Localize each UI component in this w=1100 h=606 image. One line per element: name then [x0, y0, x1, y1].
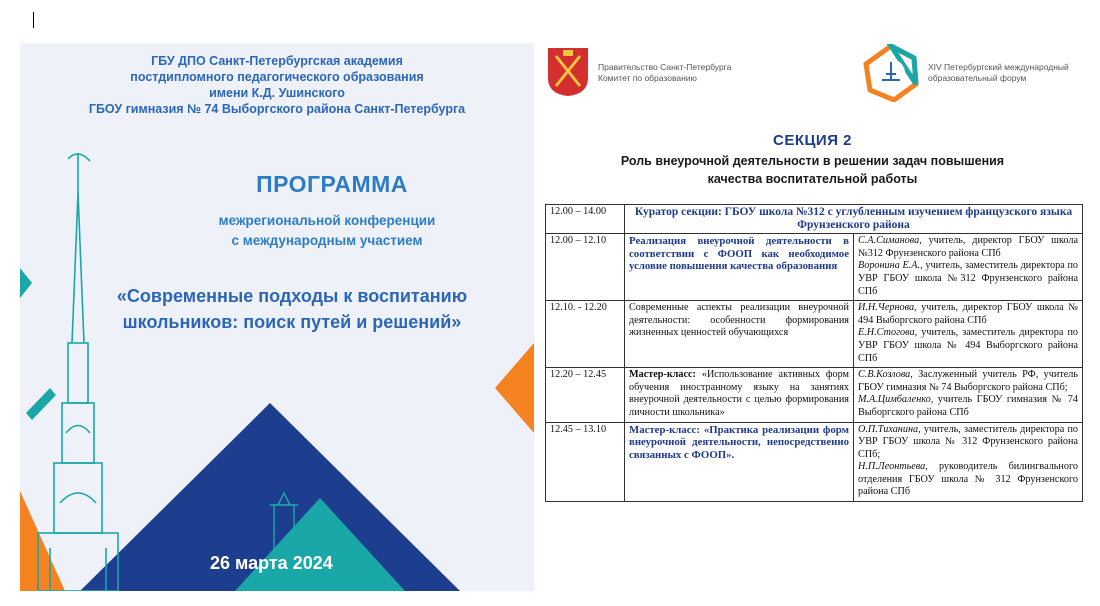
time-cell: 12.10. - 12.20	[546, 301, 625, 368]
topic-cell: Реализация внеурочной деятельности в соответствии с ФООП как необходимое условие повышения качества образования	[625, 234, 854, 301]
government-label	[598, 62, 731, 84]
speakers-cell	[854, 422, 1083, 502]
forum-logo-icon	[862, 44, 920, 102]
spire-drawing	[38, 153, 118, 591]
schedule-table	[545, 204, 1083, 502]
section-name-line: Роль внеурочной деятельности в решении задач повышения	[620, 154, 1005, 168]
speaker	[858, 394, 1078, 419]
topic-cell	[625, 422, 854, 502]
speaker-name: О.П.Тиханина,	[858, 423, 921, 435]
teal-marker	[20, 268, 32, 298]
speaker-role: учитель, заместитель директора по УВР ГБОУ школа №312 Фрунзенского района СПб	[858, 260, 1078, 297]
speaker-role: учитель, директор ГБОУ школа №312 Фрунзенского района СПб	[858, 235, 1078, 259]
speaker-role: руководитель билингвального отделения ГБОУ школа № 312 Фрунзенского района СПб	[858, 461, 1078, 498]
speaker-name: М.А.Цимбаленко,	[858, 394, 934, 406]
theme-line: школьников: поиск путей и решений»	[122, 312, 462, 332]
forum-line: образовательный форум	[928, 73, 1027, 83]
text-cursor	[33, 12, 34, 28]
section-name-line: качества воспитательной работы	[707, 172, 918, 186]
org-line: ГБОУ гимназия № 74 Выборгского района Санкт-Петербурга	[88, 102, 466, 116]
gov-line: Правительство Санкт-Петербурга	[598, 62, 732, 72]
speaker-name: С.А.Симанова,	[858, 235, 922, 247]
org-line: имени К.Д. Ушинского	[209, 86, 345, 100]
topic-text: «Практика реализации форм внеурочной деятельности, непосредственно связанных с ФООП».	[629, 423, 849, 461]
masterclass-label: Мастер-класс:	[629, 369, 696, 381]
speaker-name: Е.Н.Стогова,	[858, 327, 918, 339]
section-name	[570, 152, 1055, 188]
teal-bar	[26, 388, 56, 420]
table-row	[546, 205, 1083, 234]
speaker-name: Н.П.Леонтьева,	[858, 461, 928, 473]
speaker	[858, 260, 1078, 298]
subtitle-line: с международным участием	[231, 233, 423, 248]
cover-page	[20, 43, 534, 591]
table-row	[546, 368, 1083, 422]
speaker	[858, 235, 1078, 260]
speaker	[858, 461, 1078, 499]
table-row	[546, 301, 1083, 368]
cover-title: ПРОГРАММА	[256, 171, 408, 197]
time-cell: 12.00 – 14.00	[546, 205, 625, 234]
time-cell: 12.00 – 12.10	[546, 234, 625, 301]
orange-triangle-left	[20, 491, 65, 591]
speaker-role: учитель, директор ГБОУ школа № 494 Выборгского района СПб	[858, 302, 1078, 326]
spb-coat-of-arms-icon	[546, 46, 590, 98]
speaker-name: С.В.Козлова,	[858, 369, 913, 381]
orange-triangle-right	[495, 343, 534, 433]
speakers-cell	[854, 234, 1083, 301]
speaker	[858, 424, 1078, 462]
speaker-name: Воронина Е.А.,	[858, 260, 923, 272]
topic-text: «Использование активных форм обучения иностранному языку на занятиях внеурочной деятельности с целью формирования личности школьника»	[629, 369, 849, 418]
cover-subtitle	[150, 211, 504, 251]
gov-line: Комитет по образованию	[598, 73, 697, 83]
forum-label	[928, 62, 1069, 84]
speaker	[858, 302, 1078, 327]
topic-cell	[625, 368, 854, 422]
speaker-role: учитель ГБОУ гимназия № 74 Выборгского района СПб	[858, 394, 1078, 418]
time-cell: 12.20 – 12.45	[546, 368, 625, 422]
program-page	[540, 38, 1085, 598]
masterclass-label: Мастер-класс:	[629, 423, 700, 436]
theme-line: «Современные подходы к воспитанию	[116, 286, 468, 306]
conference-date: 26 марта 2024	[210, 553, 333, 573]
speaker-role: учитель, заместитель директора по УВР ГБОУ школа № 494 Выборгского района СПб	[858, 327, 1078, 364]
speaker	[858, 327, 1078, 365]
speaker-role: Заслуженный учитель РФ, учитель ГБОУ гимназия № 74 Выборгского района СПб;	[858, 369, 1078, 393]
speaker-role: учитель, заместитель директора по УВР ГБОУ школа № 312 Фрунзенского района СПб;	[858, 423, 1078, 460]
speaker-name: И.Н.Чернова,	[858, 302, 917, 314]
time-cell: 12.45 – 13.10	[546, 422, 625, 502]
organizers	[20, 53, 534, 117]
conference-theme	[80, 283, 504, 335]
subtitle-line: межрегиональной конференции	[218, 213, 436, 228]
forum-line: XIV Петербургский международный	[928, 62, 1069, 72]
org-line: ГБУ ДПО Санкт-Петербургская академия	[151, 54, 403, 68]
speakers-cell	[854, 368, 1083, 422]
speaker	[858, 369, 1078, 394]
table-row	[546, 234, 1083, 301]
section-number: СЕКЦИЯ 2	[772, 132, 853, 149]
table-row	[546, 422, 1083, 502]
org-line: постдипломного педагогического образования	[130, 70, 424, 84]
topic-cell: Современные аспекты реализации внеурочной деятельности: особенности формирования жизненных ценностей обучающихся	[625, 301, 854, 368]
curator-cell: Куратор секции: ГБОУ школа №312 с углубленным изучением французского языка Фрунзенского района	[625, 205, 1083, 234]
speakers-cell	[854, 301, 1083, 368]
